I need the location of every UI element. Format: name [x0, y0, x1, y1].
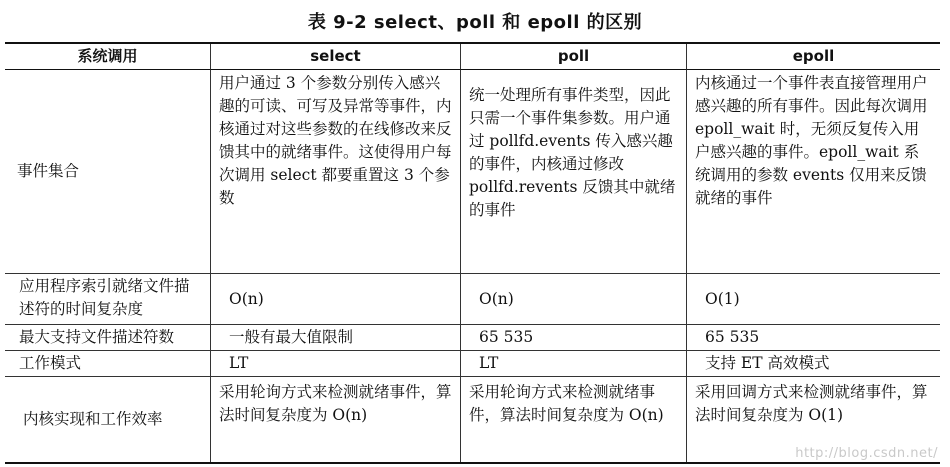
watermark-url: http://blog.csdn.net/ [795, 446, 938, 461]
table-title: 表 9-2 select、poll 和 epoll 的区别 [307, 12, 643, 33]
cell-index-complexity-poll: O(n) [461, 274, 687, 325]
cell-work-mode-poll: LT [461, 351, 687, 377]
cell-work-mode-select: LT [211, 351, 461, 377]
cell-kernel-impl-poll: 采用轮询方式来检测就绪事件，算法时间复杂度为 O(n) [461, 377, 687, 462]
header-poll: poll [461, 44, 687, 70]
row-label-max-fds: 最大支持文件描述符数 [5, 325, 211, 351]
cell-event-set-select: 用户通过 3 个参数分别传入感兴趣的可读、可写及异常等事件，内核通过对这些参数的在线修改来反馈其中的就绪事件。这使得用户每次调用 select 都要重置这 3 个参数 [211, 70, 461, 274]
row-label-kernel-impl: 内核实现和工作效率 [5, 377, 211, 462]
comparison-table [5, 42, 940, 464]
cell-index-complexity-select: O(n) [211, 274, 461, 325]
cell-work-mode-epoll: 支持 ET 高效模式 [687, 351, 940, 377]
cell-event-set-poll: 统一处理所有事件类型，因此只需一个事件集参数。用户通过 pollfd.events 传入感兴趣的事件，内核通过修改 pollfd.revents 反馈其中就绪的事件 [461, 70, 687, 274]
cell-max-fds-select: 一般有最大值限制 [211, 325, 461, 351]
cell-kernel-impl-select: 采用轮询方式来检测就绪事件，算法时间复杂度为 O(n) [211, 377, 461, 462]
cell-kernel-impl-epoll: 采用回调方式来检测就绪事件，算法时间复杂度为 O(1) [695, 383, 928, 424]
row-label-work-mode: 工作模式 [5, 351, 211, 377]
header-select: select [211, 44, 461, 70]
row-label-event-set: 事件集合 [5, 70, 211, 274]
header-system-call: 系统调用 [5, 44, 211, 70]
cell-max-fds-poll: 65 535 [461, 325, 687, 351]
header-epoll: epoll [687, 44, 940, 70]
row-label-index-complexity: 应用程序索引就绪文件描述符的时间复杂度 [5, 274, 211, 325]
cell-index-complexity-epoll: O(1) [687, 274, 940, 325]
cell-max-fds-epoll: 65 535 [687, 325, 940, 351]
cell-event-set-epoll: 内核通过一个事件表直接管理用户感兴趣的所有事件。因此每次调用 epoll_wait 时，无须反复传入用户感兴趣的事件。epoll_wait 系统调用的参数 events 仅用来反馈就绪的事件 [687, 70, 940, 274]
